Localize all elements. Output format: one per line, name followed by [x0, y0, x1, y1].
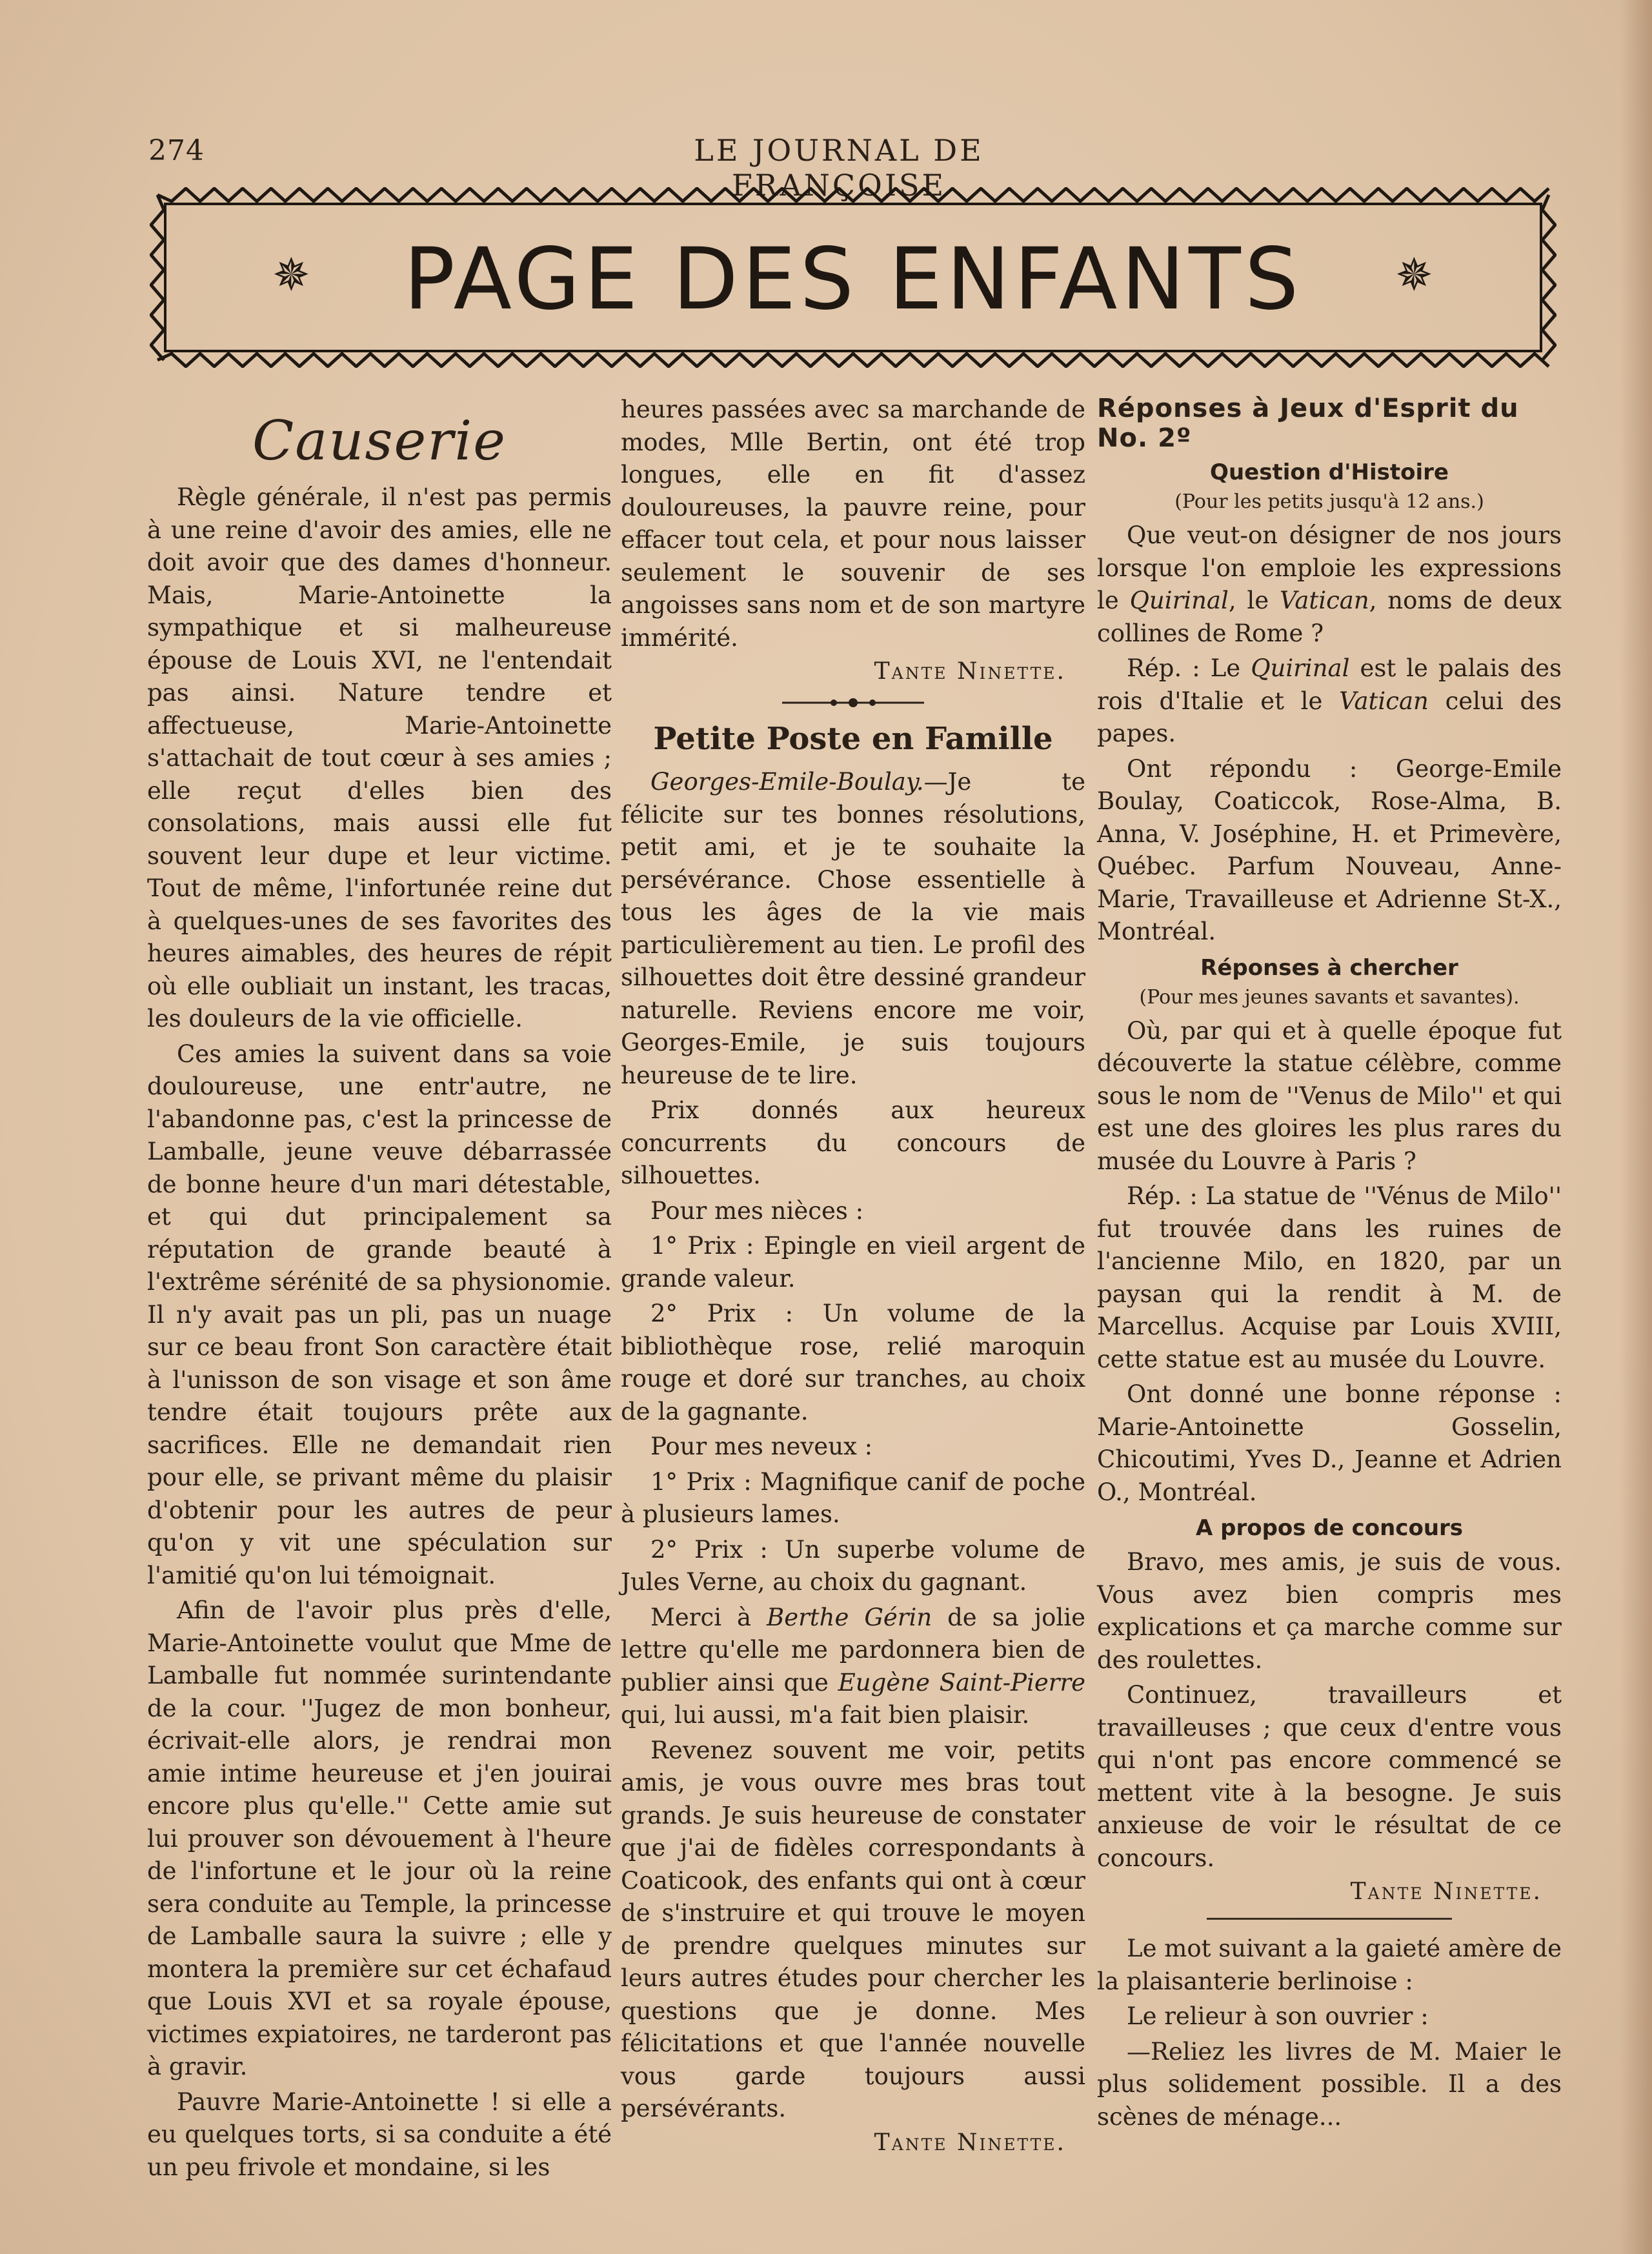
signature: Tante Ninette.	[874, 2129, 1066, 2156]
contest-paragraph: Continuez, travailleurs et travailleuses ; que ceux d'entre vous qui n'ont pas encore commencé se mettent vite à la besogne. Je suis anxieuse de voir le résultat de ce concours.	[1097, 1681, 1562, 1872]
section-banner	[150, 187, 1556, 368]
reponses-title: Réponses à Jeux d'Esprit du No. 2º	[1097, 394, 1519, 453]
journal-title: LE JOURNAL DE FRANÇOISE	[694, 133, 984, 203]
venus-question: Où, par qui et à quelle époque fut découverte la statue célèbre, comme sous le nom de ''Venus de Milo'' et qui est une des gloires les plus rares du musée du Louvre à Paris ?	[1097, 1016, 1562, 1175]
nieces-label: Pour mes nièces :	[650, 1196, 864, 1225]
answer-text: Rép. : Le	[1127, 654, 1251, 682]
answer-text: celui des papes.	[1097, 687, 1562, 747]
answered-list: Ont répondu : George-Emile Boulay, Coaticcok, Rose-Alma, B. Anna, V. Joséphine, H. et Primevère, Québec. Parfum Nouveau, Anne-Marie, Travailleuse et Adrienne St-X., Montréal.	[1097, 754, 1562, 945]
causerie-paragraph: Afin de l'avoir plus près d'elle, Marie-Antoinette voulut que Mme de Lamballe fut nommée surintendante de la cour. ''Jugez de mon bonheur, écrivait-elle alors, je rendrai mon amie intime heureuse et j'en jouirai encore plus qu'elle.'' Cette amie sut lui prouver son dévouement à l'heure de l'infortune et le jour où la reine sera conduite au Temple, la princesse de Lamballe saura la suivre ; elle y montera la première sur cet échafaud que Louis XVI et sa royale épouse, victimes expiatoires, ne tarderont pas à gravir.	[147, 1596, 612, 2080]
thanks-text: de sa jolie lettre qu'elle me pardonnera bien de publier ainsi que	[621, 1603, 1085, 1696]
joke-paragraph: Le relieur à son ouvrier :	[1127, 2002, 1429, 2030]
history-heading: Question d'Histoire	[1210, 459, 1449, 485]
niece-prize: 1° Prix : Epingle en vieil argent de grande valeur.	[621, 1232, 1085, 1293]
closing-paragraph: Revenez souvent me voir, petits amis, je vous ouvre mes bras tout grands. Je suis heureuse de constater que j'ai de fidèles correspondants à Coaticook, des enfants qui ont à cœur de s'instruire et qui trouve le moyen de prendre quelques minutes sur leurs autres études pour chercher les questions que je donne. Mes félicitations et que l'année nouvelle vous garde toujours aussi persévérants.	[621, 1736, 1085, 2122]
nephew-prize: 1° Prix : Magnifique canif de poche à plusieurs lames.	[621, 1467, 1085, 1528]
causerie-paragraph: Pauvre Marie-Antoinette ! si elle a eu quelques torts, si sa conduite a été un peu frivole et mondaine, si les	[147, 2088, 612, 2181]
answer-term: Vatican	[1339, 687, 1429, 715]
nephews-label: Pour mes neveux :	[650, 1433, 873, 1460]
petite-poste-title: Petite Poste en Famille	[653, 721, 1053, 757]
venus-answer: Rép. : La statue de ''Vénus de Milo'' fut trouvée dans les ruines de l'ancienne Milo, en 1820, par un paysan qui la rendit à M. de Marcellus. Acquise par Louis XVIII, cette statue est au musée du Louvre.	[1097, 1182, 1562, 1373]
contest-heading: A propos de concours	[1195, 1515, 1464, 1541]
question-term: Quirinal	[1129, 587, 1229, 614]
causerie-paragraph: Ces amies la suivent dans sa voie douloureuse, une entr'autre, ne l'abandonne pas, c'est la princesse de Lamballe, jeune veuve débarrassée de bonne heure d'un mari détestable, et qui dut principalement sa réputation de grande beauté à l'extrême sérénité de sa physionomie. Il n'y avait pas un pli, pas un nuage sur ce beau front Son caractère était à l'unisson de son visage et son âme tendre était toujours prête aux sacrifices. Elle ne demandait rien pour elle, se privant même du plaisir d'obtenir pour les autres de peur qu'on y vit une spéculation sur l'amitié qu'on lui témoignait.	[147, 1040, 612, 1589]
question-term: Vatican	[1280, 587, 1369, 614]
prizes-intro: Prix donnés aux heureux concurrents du concours de silhouettes.	[621, 1096, 1085, 1189]
star-ornament-left: ✵	[272, 248, 310, 301]
history-answer	[1097, 652, 1562, 750]
page-number: 274	[148, 134, 205, 167]
answer-term: Quirinal	[1251, 654, 1350, 682]
divider-rule	[1207, 1918, 1452, 1920]
page-edge-shadow	[1620, 0, 1652, 2254]
search-heading: Réponses à chercher	[1200, 954, 1458, 981]
causerie-title: Causerie	[252, 409, 507, 472]
addressee-text: —Je te félicite sur tes bonnes résolutions, petit ami, et je te souhaite la persévérance. Chose essentielle à tous les âges de la vie mais particulièrement au tien. Le profil des silhouettes doit être dessiné grandeur naturelle. Reviens encore me voir, Georges-Emile, je suis toujours heureuse de te lire.	[621, 768, 1085, 1089]
correspondent-name: Berthe Gérin	[767, 1603, 932, 1631]
causerie-continuation: heures passées avec sa marchande de modes, Mlle Bertin, ont été trop longues, elle en fit d'assez douloureuses, la pauvre reine, pour effacer tout cela, et pour nous laisser seulement le souvenir de ses angoisses sans nom et de son martyre immérité.	[621, 396, 1085, 652]
addressee-name: Georges-Emile-Boulay.	[650, 768, 924, 796]
question-text: , le	[1228, 587, 1280, 614]
column-reponses	[1097, 394, 1562, 2136]
history-question	[1097, 519, 1562, 650]
column-petite-poste	[621, 394, 1085, 2168]
star-ornament-right: ✵	[1395, 248, 1433, 301]
joke-paragraph: —Reliez les livres de M. Maier le plus solidement possible. Il a des scènes de ménage...	[1097, 2037, 1562, 2131]
niece-prize: 2° Prix : Un volume de la bibliothèque rose, relié maroquin rouge et doré sur tranches, au choix de la gagnante.	[621, 1300, 1085, 1425]
question-text: Que veut-on désigner de nos jours lorsque l'on emploie les expressions le	[1097, 521, 1562, 614]
thanks-paragraph	[621, 1602, 1085, 1732]
nephew-prize: 2° Prix : Un superbe volume de Jules Verne, au choix du gagnant.	[621, 1535, 1085, 1596]
causerie-paragraph: Règle générale, il n'est pas permis à une reine d'avoir des amies, elle ne doit avoir que des dames d'honneur. Mais, Marie-Antoinette la sympathique et si malheureuse épouse de Louis XVI, ne l'entendait pas ainsi. Nature tendre et affectueuse, Marie-Antoinette s'attachait de tout cœur à ses amies ; elle reçut d'elles bien des consolations, mais aussi elle fut souvent leur dupe et leur victime. Tout de même, l'infortunée reine dut à quelques-unes de ses favorites des heures aimables, des heures de répit où elle oubliait un instant, les tracas, les douleurs de la vie officielle.	[147, 483, 612, 1032]
column-causerie	[147, 394, 612, 2186]
letter-reply	[621, 766, 1085, 1092]
signature: Tante Ninette.	[1350, 1878, 1542, 1905]
signature: Tante Ninette.	[874, 658, 1066, 685]
running-header	[0, 129, 1652, 203]
correspondent-name: Eugène Saint-Pierre	[838, 1668, 1085, 1696]
history-note: (Pour les petits jusqu'à 12 ans.)	[1174, 490, 1484, 513]
contest-paragraph: Bravo, mes amis, je suis de vous. Vous avez bien compris mes explications et ça marche comme sur des roulettes.	[1097, 1548, 1562, 1674]
search-note: (Pour mes jeunes savants et savantes).	[1139, 985, 1520, 1009]
answer-text: est le palais des rois d'Italie et le	[1097, 654, 1562, 715]
joke-paragraph: Le mot suivant a la gaieté amère de la plaisanterie berlinoise :	[1097, 1935, 1562, 1995]
thanks-text: qui, lui aussi, m'a fait bien plaisir.	[621, 1701, 1030, 1729]
thanks-text: Merci à	[650, 1603, 767, 1631]
answered-list: Ont donné une bonne réponse : Marie-Antoinette Gosselin, Chicoutimi, Yves D., Jeanne et Adrien O., Montréal.	[1097, 1380, 1562, 1506]
divider-ornament	[621, 696, 1085, 709]
question-text: , noms de deux collines de Rome ?	[1097, 587, 1562, 647]
banner-title: PAGE DES ENFANTS	[403, 230, 1303, 329]
